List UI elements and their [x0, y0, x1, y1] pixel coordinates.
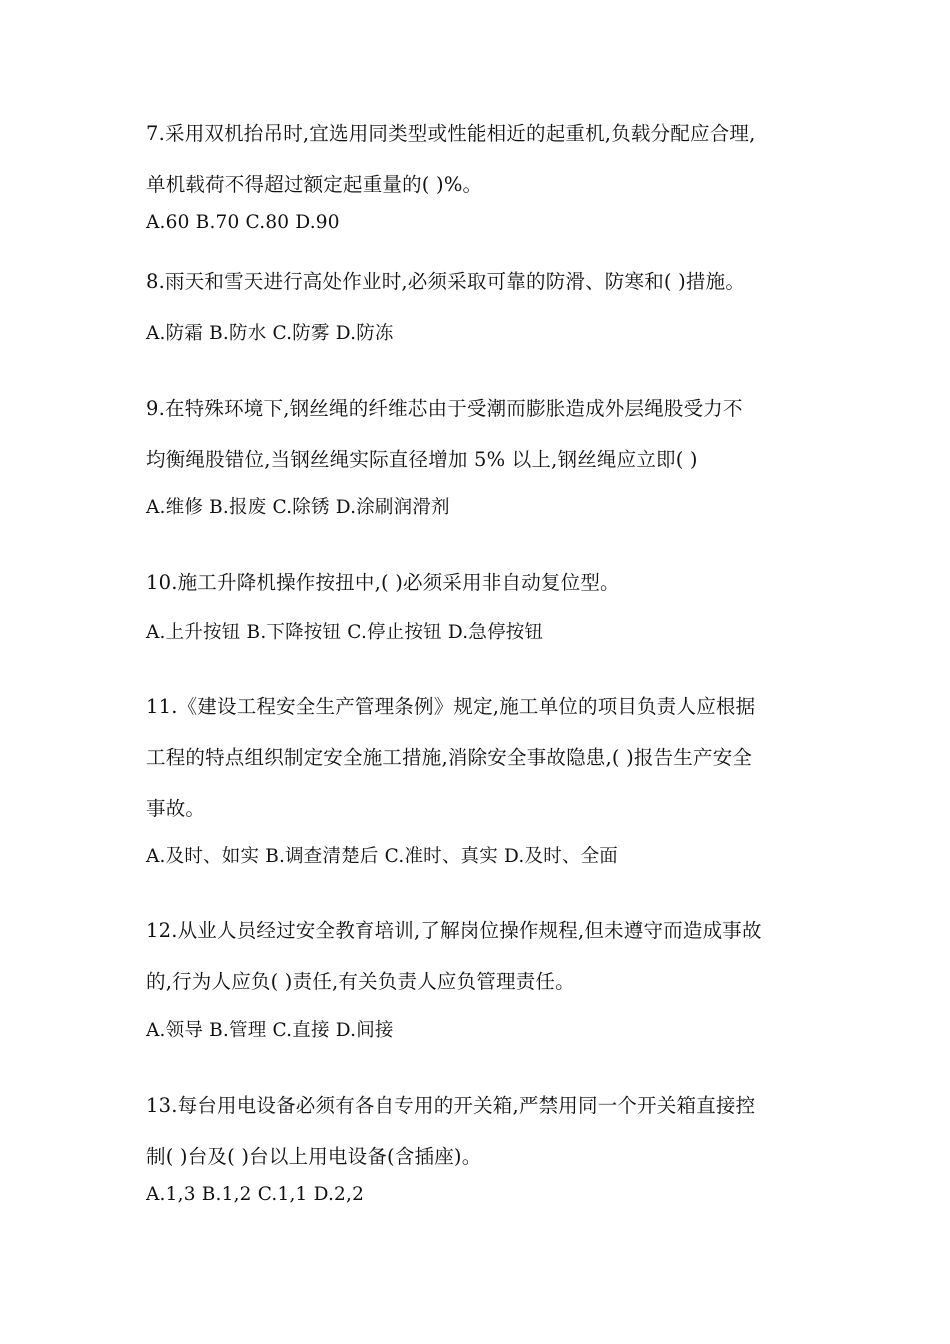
question-7-options: A.60 B.70 C.80 D.90 — [146, 212, 340, 233]
question-9-options: A.维修 B.报废 C.除锈 D.涂刷润滑剂 — [146, 497, 450, 518]
question-13-line-1: 13.每台用电设备必须有各自专用的开关箱,严禁用同一个开关箱直接控 — [146, 1094, 756, 1117]
question-7-line-2: 单机载荷不得超过额定起重量的( )%。 — [146, 173, 483, 196]
question-8-options: A.防霜 B.防水 C.防雾 D.防冻 — [146, 323, 394, 344]
question-9-line-2: 均衡绳股错位,当钢丝绳实际直径增加 5% 以上,钢丝绳应立即( ) — [146, 448, 698, 471]
question-8-line-1: 8.雨天和雪天进行高处作业时,必须采取可靠的防滑、防寒和( )措施。 — [146, 270, 746, 293]
question-11-options: A.及时、如实 B.调查清楚后 C.准时、真实 D.及时、全面 — [146, 846, 618, 867]
question-7-line-1: 7.采用双机抬吊时,宜选用同类型或性能相近的起重机,负载分配应合理, — [146, 122, 756, 145]
question-10-options: A.上升按钮 B.下降按钮 C.停止按钮 D.急停按钮 — [146, 622, 544, 643]
question-12-options: A.领导 B.管理 C.直接 D.间接 — [146, 1020, 394, 1041]
question-11-line-2: 工程的特点组织制定安全施工措施,消除安全事故隐患,( )报告生产安全 — [146, 746, 753, 769]
question-11-line-3: 事故。 — [146, 797, 206, 820]
question-9-line-1: 9.在特殊环境下,钢丝绳的纤维芯由于受潮而膨胀造成外层绳股受力不 — [146, 397, 743, 420]
question-12-line-1: 12.从业人员经过安全教育培训,了解岗位操作规程,但未遵守而造成事故 — [146, 919, 762, 942]
question-10-line-1: 10.施工升降机操作按扭中,( )必须采用非自动复位型。 — [146, 571, 620, 594]
question-13-line-2: 制( )台及( )台以上用电设备(含插座)。 — [146, 1145, 482, 1168]
question-11-line-1: 11.《建设工程安全生产管理条例》规定,施工单位的项目负责人应根据 — [146, 695, 756, 718]
question-13-options: A.1,3 B.1,2 C.1,1 D.2,2 — [146, 1184, 365, 1205]
question-12-line-2: 的,行为人应负( )责任,有关负责人应负管理责任。 — [146, 970, 575, 993]
